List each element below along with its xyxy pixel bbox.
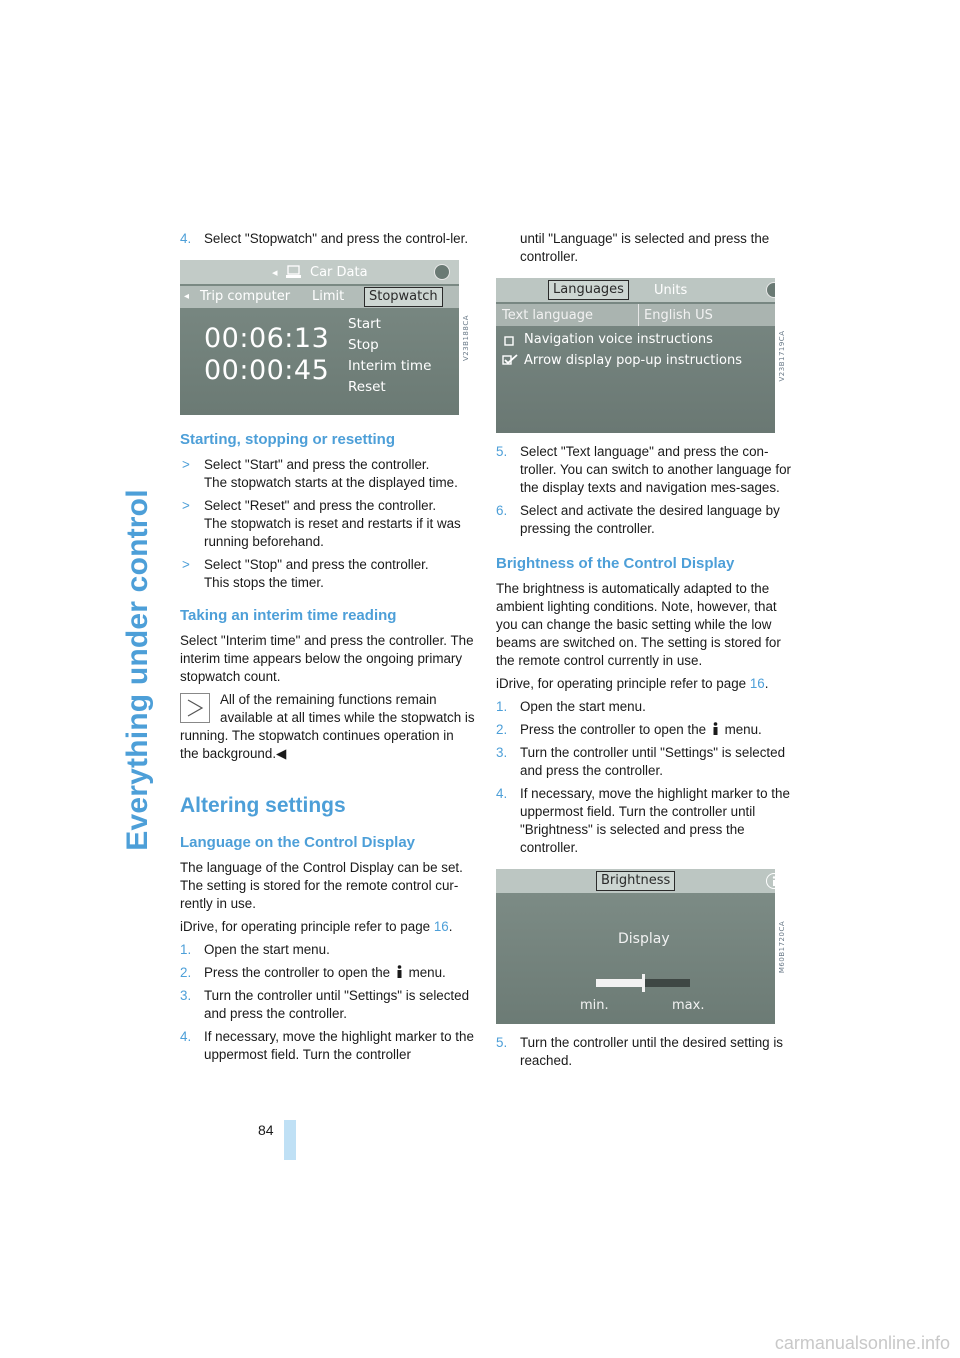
tab-units[interactable]: Units — [654, 283, 688, 298]
arrow-left-icon: ◂ — [184, 291, 190, 302]
image-code: V23B1719CA — [775, 278, 789, 433]
tab-limit[interactable]: Limit — [312, 289, 345, 304]
brightness-paragraph: The brightness is automatically adapted to the ambient lighting conditions. Note, however, that you can change the basic setting while the low beams are switched on. The setting is stored for the remote control currently in use. — [496, 581, 781, 668]
info-icon — [396, 965, 403, 978]
step-2: 2. Press the controller to open the menu. — [180, 965, 446, 980]
info-icon — [712, 722, 719, 735]
option-stop[interactable]: Stop — [348, 337, 379, 353]
page-link[interactable]: 16 — [749, 676, 765, 691]
page-number: 84 — [258, 1122, 274, 1138]
display-label: Display — [618, 931, 670, 947]
min-label: min. — [580, 998, 609, 1013]
step-5: 5. Select "Text language" and press the con-troller. You can switch to another language for the display texts and navigation mes-sages. — [496, 444, 791, 495]
option-interim-time[interactable]: Interim time — [348, 358, 432, 374]
option-reset[interactable]: Reset — [348, 379, 386, 395]
arrow-left-icon: ◂ — [272, 266, 278, 279]
max-label: max. — [672, 998, 705, 1013]
step-3: 3. Turn the controller until "Settings" is selected and press the controller. — [180, 988, 470, 1021]
tab-brightness[interactable]: Brightness — [596, 871, 675, 891]
language-paragraph: The language of the Control Display can be set. The setting is stored for the remote control cur-rently in use. — [180, 860, 463, 911]
checkbox-navigation-voice[interactable] — [504, 334, 515, 352]
bullet-start: > Select "Start" and press the controller. The stopwatch starts at the displayed time. — [182, 457, 458, 490]
interim-time: 00:00:45 — [204, 355, 330, 386]
tab-trip-computer[interactable]: Trip computer — [200, 289, 291, 304]
note: All of the remaining functions remain available at all times while the stopwatch is running. The stopwatch continues operation in the background.◀ — [180, 692, 475, 761]
controller-dial-icon — [434, 264, 450, 280]
continued-step: until "Language" is selected and press the controller. — [520, 231, 770, 264]
footer-watermark: carmanualsonline.info — [774, 1333, 950, 1353]
text-language-row[interactable]: Text language English US — [496, 304, 775, 326]
heading-starting: Starting, stopping or resetting — [180, 431, 396, 448]
heading-language: Language on the Control Display — [180, 834, 416, 851]
brightness-slider[interactable] — [596, 979, 690, 987]
stopwatch-screenshot — [180, 260, 473, 415]
checkbox-arrow-display[interactable] — [502, 354, 518, 372]
option-start[interactable]: Start — [348, 316, 381, 332]
bullet-reset: > Select "Reset" and press the controller. The stopwatch is reset and restarts if it was running beforehand. — [182, 498, 461, 549]
step-5b: 5. Turn the controller until the desired setting is reached. — [496, 1035, 783, 1068]
heading-altering-settings: Altering settings — [180, 794, 346, 817]
heading-interim: Taking an interim time reading — [180, 607, 397, 624]
step-1b: 1. Open the start menu. — [496, 699, 646, 714]
stopwatch-tab-bar — [180, 286, 459, 308]
step-4: 4. Select "Stopwatch" and press the control-ler. — [180, 231, 469, 246]
left-column — [180, 230, 475, 1069]
step-6: 6. Select and activate the desired language by pressing the controller. — [496, 503, 780, 536]
car-data-header: ◂ Car Data — [180, 260, 459, 284]
tab-stopwatch[interactable]: Stopwatch — [364, 287, 443, 307]
idrive-reference: iDrive, for operating principle refer to page 16. — [180, 919, 453, 934]
step-1: 1. Open the start menu. — [180, 942, 330, 957]
step-2b: 2. Press the controller to open the menu. — [496, 722, 762, 737]
bullet-stop: > Select "Stop" and press the controller. This stops the timer. — [182, 557, 429, 590]
step-4c: 4. If necessary, move the highlight marker to the uppermost field. Turn the controller until "Brightness" is selected and press the controller. — [496, 786, 790, 855]
primary-time: 00:06:13 — [204, 323, 330, 354]
image-code: V23B188CA — [459, 260, 473, 415]
interim-paragraph: Select "Interim time" and press the controller. The interim time appears below the ongoing primary stopwatch count. — [180, 633, 474, 684]
note-triangle-icon — [180, 693, 210, 723]
page-marker-bar — [284, 1120, 296, 1160]
brightness-handle[interactable] — [642, 974, 645, 992]
right-column — [496, 230, 791, 1075]
language-tab-bar — [496, 278, 775, 302]
side-title: Everything under control — [121, 489, 154, 851]
page-link[interactable]: 16 — [433, 919, 449, 934]
brightness-header — [496, 869, 775, 893]
language-screenshot: Languages Units Text language English US Navigation voice instructions Arrow display pop-up instructions V23B1719CA — [496, 278, 789, 433]
computer-icon — [286, 265, 302, 279]
heading-brightness: Brightness of the Control Display — [496, 555, 735, 572]
tab-languages[interactable]: Languages — [548, 280, 629, 300]
brightness-screenshot — [496, 869, 789, 1024]
step-3b: 3. Turn the controller until "Settings" is selected and press the controller. — [496, 745, 786, 778]
brightness-fill — [596, 979, 643, 987]
image-code: M60B1720CA — [775, 869, 789, 1024]
step-4b: 4. If necessary, move the highlight marker to the uppermost field. Turn the controller — [180, 1029, 474, 1062]
idrive-reference-2: iDrive, for operating principle refer to page 16. — [496, 676, 769, 691]
end-mark-icon: ◀ — [276, 746, 287, 761]
